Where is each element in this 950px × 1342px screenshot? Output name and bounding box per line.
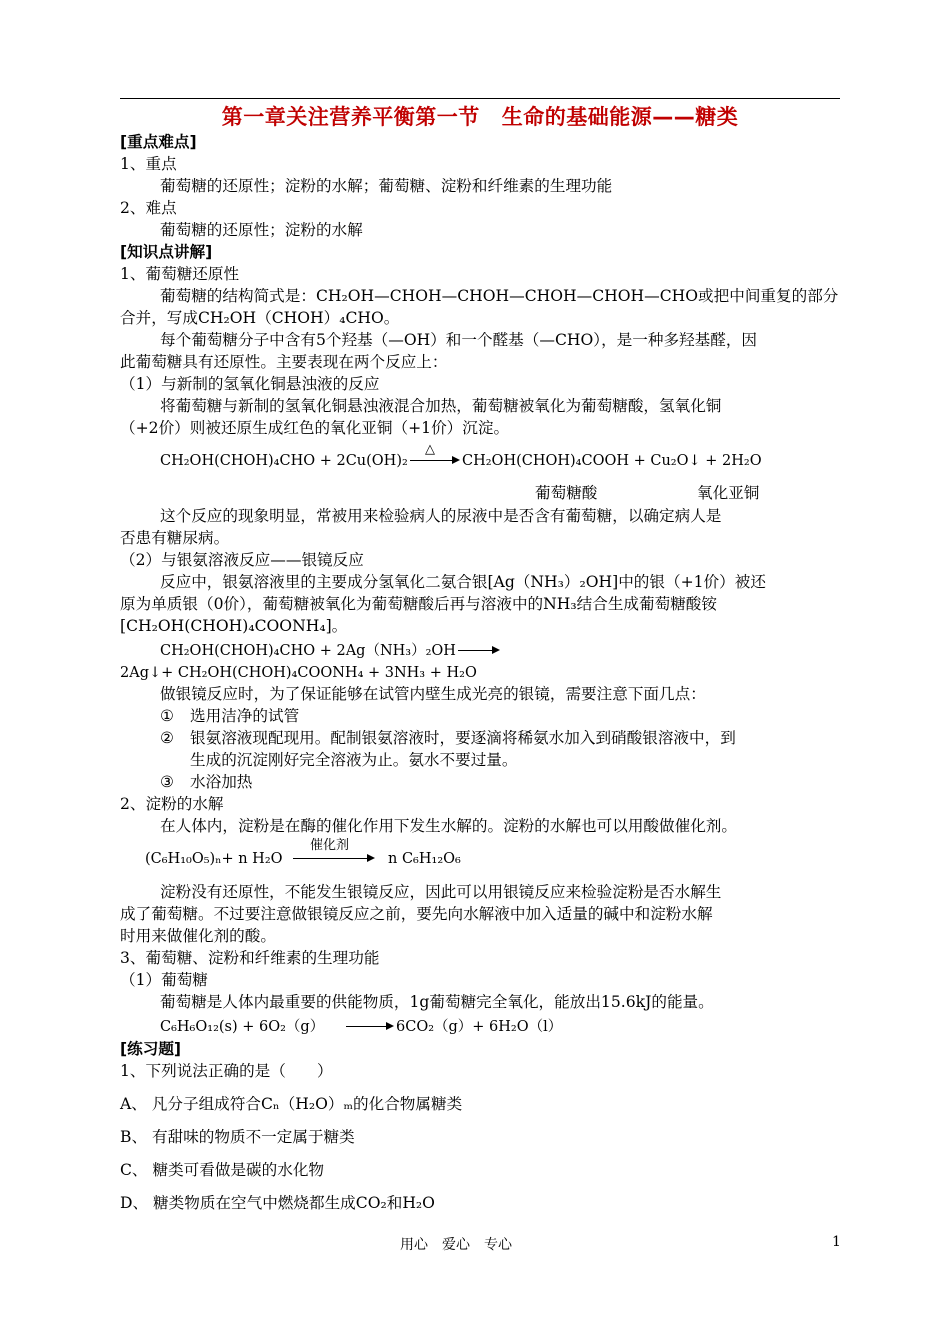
note-1-mark: ①	[160, 707, 174, 725]
option-d: D、 糖类物质在空气中燃烧都生成CO₂和H₂O	[120, 1194, 435, 1212]
note-3-text: 水浴加热	[190, 773, 253, 791]
k2-p2c: 时用来做催化剂的酸。	[120, 927, 276, 945]
eq1-label-cu2o: 氧化亚铜	[697, 484, 760, 502]
k1-p1b: 合并，写成CH₂OH（CHOH）₄CHO。	[120, 309, 400, 327]
note-2	[160, 727, 890, 749]
k3-s1: （1）葡萄糖	[120, 971, 208, 989]
eq3-condition: 催化剂	[310, 838, 350, 853]
option-b: B、 有甜味的物质不一定属于糖类	[120, 1128, 355, 1146]
option-c: C、 糖类可看做是碳的水化物	[120, 1161, 325, 1179]
k1-p2a: 每个葡萄糖分子中含有5个羟基（—OH）和一个醛基（—CHO），是一种多羟基醛，因	[160, 331, 758, 349]
key-point-2-text: 葡萄糖的还原性；淀粉的水解	[160, 221, 363, 239]
note-2-text-b: 生成的沉淀刚好完全溶液为止。氨水不要过量。	[190, 751, 518, 769]
note-2-mark: ②	[160, 729, 174, 747]
header-rule	[120, 98, 840, 99]
footer-text: 用心 爱心 专心	[400, 1237, 512, 1253]
key-point-1: 1、重点	[120, 155, 177, 173]
eq3-right: n C₆H₁₂O₆	[388, 851, 461, 867]
page-number: 1	[832, 1234, 841, 1250]
title-part2: 生命的基础能源——糖类	[501, 105, 739, 129]
k3-p1: 葡萄糖是人体内最重要的供能物质，1g葡萄糖完全氧化，能放出15.6kJ的能量。	[160, 993, 714, 1011]
page-title	[120, 102, 840, 132]
k1-s2: （2）与银氨溶液反应——银镜反应	[120, 551, 364, 569]
note-2-text-a: 银氨溶液现配现用。配制银氨溶液时，要逐滴将稀氨水加入到硝酸银溶液中，到	[190, 729, 736, 747]
eq4-left: C₆H₆O₁₂(s) + 6O₂（g）	[160, 1019, 325, 1035]
k1-p1a: 葡萄糖的结构简式是：CH₂OH—CHOH—CHOH—CHOH—CHOH—CHO或把中间重复的部分	[160, 287, 839, 305]
eq3-left: (C₆H₁₀O₅)ₙ+ n H₂O	[145, 851, 283, 867]
k1-s2p2: 原为单质银（0价），葡萄糖被氧化为葡萄糖酸后再与溶液中的NH₃结合生成葡萄糖酸铵	[120, 595, 717, 613]
eq1-left: CH₂OH(CHOH)₄CHO + 2Cu(OH)₂	[160, 453, 408, 469]
note-1	[160, 705, 890, 727]
k2-p2b: 成了葡萄糖。不过要注意做银镜反应之前，要先向水解液中加入适量的碱中和淀粉水解	[120, 905, 713, 923]
section-key-points: [重点难点]	[120, 133, 197, 151]
k2-p1: 在人体内，淀粉是在酶的催化作用下发生水解的。淀粉的水解也可以用酸做催化剂。	[160, 817, 737, 835]
k1-s2p4: 做银镜反应时，为了保证能够在试管内壁生成光亮的银镜，需要注意下面几点：	[160, 685, 706, 703]
k1-s2p1: 反应中，银氨溶液里的主要成分氢氧化二氨合银[Ag（NH₃）₂OH]中的银（+1价）被还	[160, 573, 766, 591]
note-1-text: 选用洁净的试管	[190, 707, 300, 725]
k1-s1p2: （+2价）则被还原生成红色的氧化亚铜（+1价）沉淀。	[120, 419, 510, 437]
eq2-line2: 2Ag↓+ CH₂OH(CHOH)₄COONH₄ + 3NH₃ + H₂O	[120, 665, 477, 681]
eq1-label-gluconic: 葡萄糖酸	[535, 484, 598, 502]
eq4-right: 6CO₂（g）+ 6H₂O（l）	[396, 1019, 563, 1035]
k1-p2b: 此葡萄糖具有还原性。主要表现在两个反应上：	[120, 353, 448, 371]
k2-p2a: 淀粉没有还原性，不能发生银镜反应，因此可以用银镜反应来检验淀粉是否水解生	[160, 883, 722, 901]
eq2-arrow	[458, 650, 498, 651]
note-3	[160, 771, 890, 793]
key-point-1-text: 葡萄糖的还原性；淀粉的水解；葡萄糖、淀粉和纤维素的生理功能	[160, 177, 613, 195]
exercise-q1: 1、下列说法正确的是（ ）	[120, 1062, 333, 1080]
k1-s2p3: [CH₂OH(CHOH)₄COONH₄]。	[120, 617, 348, 635]
section-knowledge: [知识点讲解]	[120, 243, 213, 261]
key-point-2: 2、难点	[120, 199, 177, 217]
option-a: A、 凡分子组成符合Cₙ（H₂O）ₘ的化合物属糖类	[120, 1095, 463, 1113]
k1-s1: （1）与新制的氢氧化铜悬浊液的反应	[120, 375, 380, 393]
eq2-line1: CH₂OH(CHOH)₄CHO + 2Ag（NH₃）₂OH	[160, 643, 456, 659]
title-part1: 第一章关注营养平衡第一节	[221, 105, 480, 129]
k1-s1p3: 这个反应的现象明显，常被用来检验病人的尿液中是否含有葡萄糖，以确定病人是	[160, 507, 722, 525]
eq3-arrow	[293, 858, 373, 859]
k1-heading: 1、葡萄糖还原性	[120, 265, 240, 283]
eq4-arrow	[346, 1026, 392, 1027]
k1-s1p4: 否患有糖尿病。	[120, 529, 230, 547]
note-3-mark: ③	[160, 773, 174, 791]
k1-s1p1: 将葡萄糖与新制的氢氧化铜悬浊液混合加热，葡萄糖被氧化为葡萄糖酸，氢氧化铜	[160, 397, 722, 415]
section-exercises: [练习题]	[120, 1040, 182, 1058]
k2-heading: 2、淀粉的水解	[120, 795, 224, 813]
eq1-condition: △	[425, 442, 435, 457]
eq1-right: CH₂OH(CHOH)₄COOH + Cu₂O↓ + 2H₂O	[462, 453, 762, 469]
k3-heading: 3、葡萄糖、淀粉和纤维素的生理功能	[120, 949, 380, 967]
eq1-arrow	[410, 460, 458, 461]
